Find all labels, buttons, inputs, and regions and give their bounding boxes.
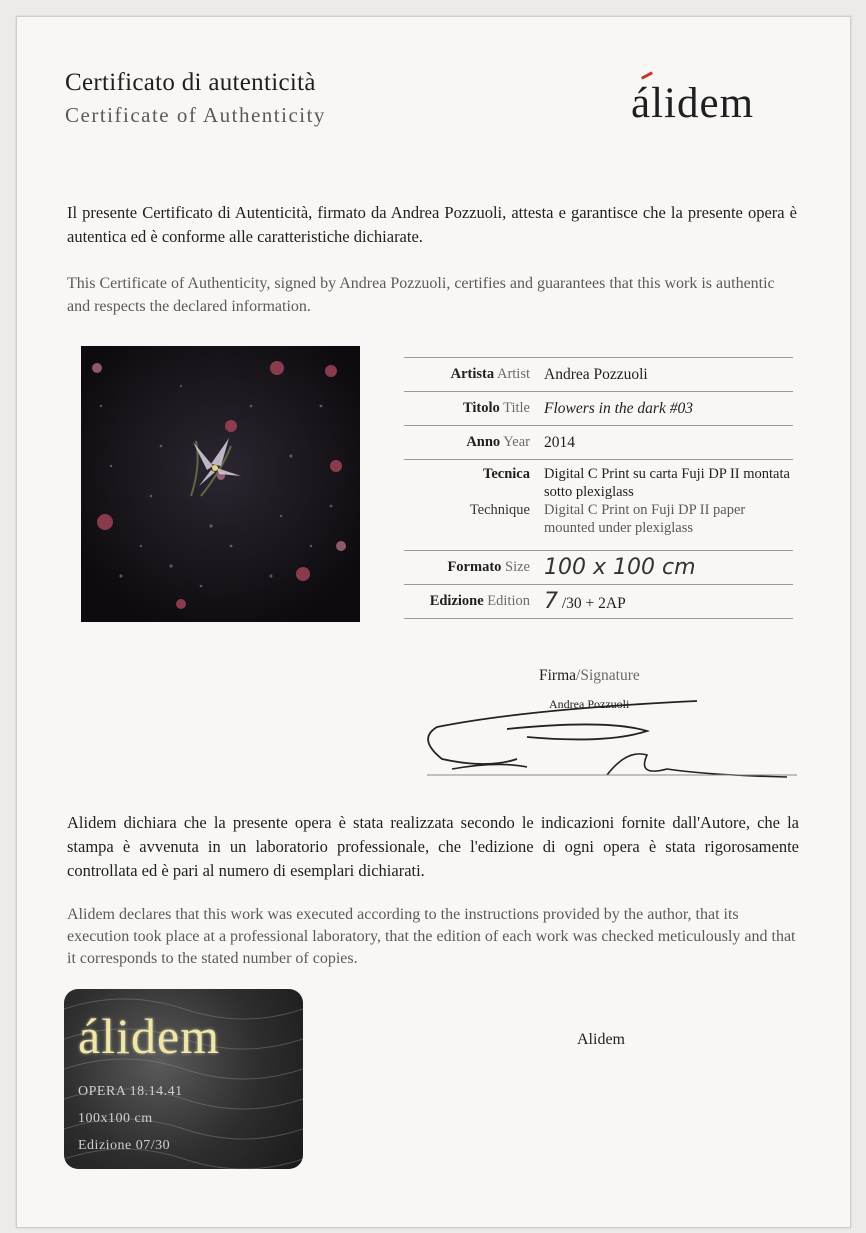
title-label-it: Titolo bbox=[462, 400, 500, 416]
edition-suffix: /30 + 2AP bbox=[561, 595, 626, 612]
title-row bbox=[404, 391, 793, 425]
year-value: 2014 bbox=[544, 433, 575, 451]
size-label-it: Formato bbox=[447, 559, 502, 575]
certificate-title-it: Certificato di autenticità bbox=[65, 69, 316, 96]
certificate-page bbox=[16, 16, 851, 1228]
artist-value: Andrea Pozzuoli bbox=[544, 365, 648, 383]
signature-label-it: Firma bbox=[539, 667, 577, 684]
certificate-title-en: Certificate of Authenticity bbox=[65, 103, 326, 127]
edition-label-it: Edizione bbox=[429, 593, 484, 609]
signature-label bbox=[539, 667, 640, 685]
technique-label-en: Technique bbox=[469, 502, 530, 518]
intro-paragraph-it: Il presente Certificato di Autenticità, firmato da Andrea Pozzuoli, attesta e garantisce che la presente opera è autentica ed è conforme alle caratteristiche dichiarate. bbox=[67, 203, 797, 246]
artwork-details-table bbox=[404, 357, 793, 619]
year-label-en: Year bbox=[503, 434, 530, 450]
artist-label-it: Artista bbox=[450, 366, 495, 382]
hologram-seal bbox=[64, 989, 303, 1169]
technique-row bbox=[404, 459, 793, 550]
hologram-line-1: OPERA 18.14.41 bbox=[78, 1084, 183, 1099]
flowers-image bbox=[81, 346, 360, 622]
intro-paragraph-en: This Certificate of Authenticity, signed by Andrea Pozzuoli, certifies and guarantees that this work is authentic and respects the declared information. bbox=[67, 275, 775, 315]
artist-row bbox=[404, 357, 793, 391]
title-label-en: Title bbox=[503, 400, 530, 416]
technique-label-it: Tecnica bbox=[483, 466, 530, 482]
closing-paragraph-en: Alidem declares that this work was executed according to the instructions provided by the author, that its execution took place at a professional laboratory, that the edition of each work was checked meticulously and that it corresponds to the stated number of copies. bbox=[67, 906, 796, 967]
hologram-logo: álidem bbox=[78, 1008, 221, 1064]
hologram-line-2: 100x100 cm bbox=[78, 1111, 153, 1126]
edition-row bbox=[404, 584, 793, 619]
artist-label-en: Artist bbox=[496, 366, 530, 382]
technique-value-en: Digital C Print on Fuji DP II paper mounted under plexiglass bbox=[544, 502, 746, 536]
hologram-line-3: Edizione 07/30 bbox=[78, 1138, 171, 1153]
signature-name: Andrea Pozzuoli bbox=[549, 697, 630, 711]
closing-paragraph-it: Alidem dichiara che la presente opera è stata realizzata secondo le indicazioni fornite dall'Autore, che la stampa è avvenuta in un laboratorio professionale, che l'edizione di ogni opera è stata rigorosamente controllata ed è pari al numero di esemplari dichiarati. bbox=[67, 813, 799, 880]
year-row bbox=[404, 425, 793, 459]
size-label-en: Size bbox=[505, 559, 530, 575]
handwritten-signature bbox=[407, 689, 797, 779]
title-value: Flowers in the dark #03 bbox=[544, 399, 693, 417]
edition-label-en: Edition bbox=[487, 593, 530, 609]
alidem-logo: álidem bbox=[631, 80, 755, 127]
edition-number: 7 bbox=[544, 589, 558, 614]
size-value: 100 x 100 cm bbox=[544, 555, 696, 580]
technique-value-it: Digital C Print su carta Fuji DP II montata sotto plexiglass bbox=[544, 466, 790, 500]
year-label-it: Anno bbox=[466, 434, 501, 450]
artwork-thumbnail bbox=[81, 346, 360, 622]
signature-label-en: /Signature bbox=[576, 667, 640, 684]
size-row bbox=[404, 550, 793, 584]
signature-area bbox=[407, 689, 797, 779]
issuer-name: Alidem bbox=[577, 1031, 625, 1048]
